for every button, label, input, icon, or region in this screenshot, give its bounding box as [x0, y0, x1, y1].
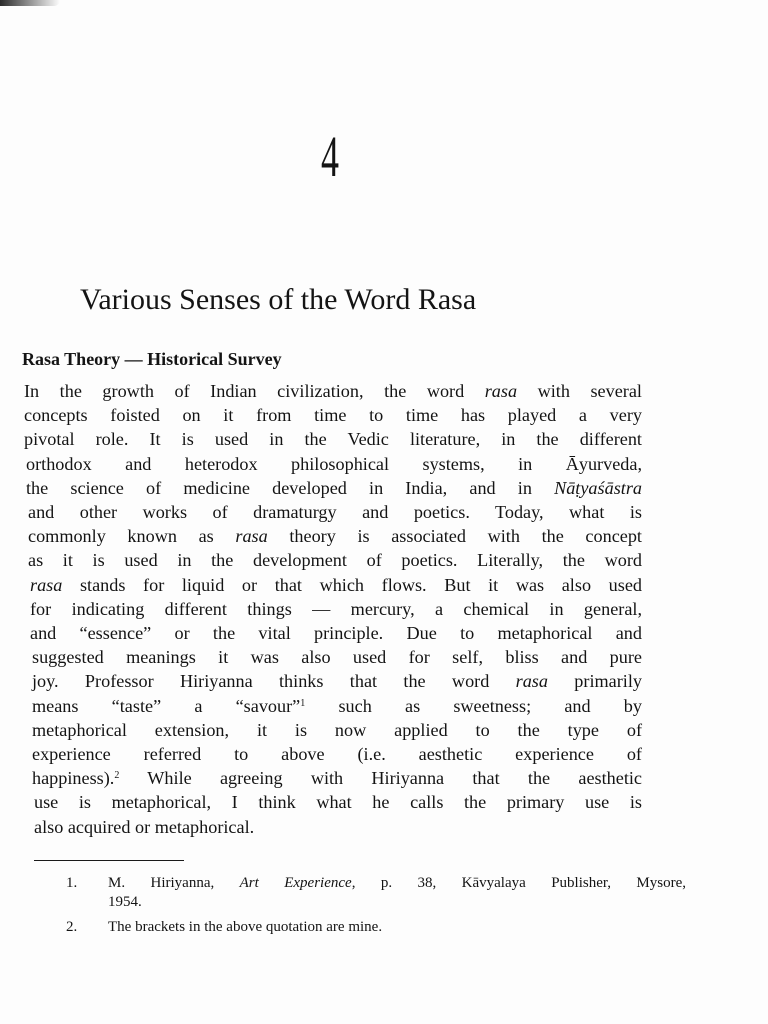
text-run: means “taste” a “savour” [32, 695, 301, 716]
text-run: also acquired or metaphorical. [34, 816, 255, 837]
text-run: pivotal role. It is used in the Vedic literature, in the different [24, 429, 642, 450]
text-run: as it is used in the development of poetics. Literally, the word [28, 550, 642, 571]
text-run: orthodox and heterodox philosophical systems, in Āyurveda, [26, 453, 642, 474]
text-run: happiness). [32, 768, 115, 789]
paragraph-line [24, 403, 642, 427]
text-run: , p. 38, Kāvyalaya Publisher, Mysore, [351, 875, 687, 891]
italic-term: rasa [30, 574, 63, 595]
text-run: experience referred to above (i.e. aesthetic experience of [32, 744, 642, 764]
paragraph-line [34, 815, 254, 839]
paragraph-line [32, 645, 642, 669]
paragraph-line [26, 476, 642, 500]
text-run: While agreeing with Hiriyanna that the aesthetic [119, 768, 642, 789]
paragraph-line [32, 718, 642, 742]
text-run: for indicating different things — mercury, a chemical in general, [30, 598, 642, 619]
footnote-number: 1. [66, 875, 78, 891]
italic-term: Art Experience [239, 875, 352, 891]
footnote-marker: 1 [300, 697, 306, 709]
section-heading: Rasa Theory — Historical Survey [22, 349, 282, 369]
paragraph-line [30, 621, 642, 645]
text-run: In the growth of Indian civilization, the word [24, 381, 485, 401]
footnote-number: 2. [66, 919, 78, 935]
chapter-number: 4 [321, 124, 339, 189]
footnote-line [108, 874, 686, 893]
text-run: the science of medicine developed in India, and in [26, 477, 555, 498]
paragraph-line [28, 548, 642, 572]
footnote-line [108, 918, 382, 937]
text-run: suggested meanings it was also used for self, bliss and pure [32, 647, 642, 668]
text-run: use is metaphorical, I think what he calls the primary use is [34, 792, 642, 813]
text-run: and other works of dramaturgy and poetics. Today, what is [28, 502, 642, 522]
text-run: concepts foisted on it from time to time has played a very [24, 405, 642, 426]
paragraph-line [30, 597, 642, 621]
paragraph-line [32, 694, 642, 718]
text-run: M. Hiriyanna, [108, 875, 240, 891]
paragraph-line [26, 452, 642, 476]
paragraph-line [34, 790, 642, 814]
footnote-line [108, 893, 142, 912]
text-run: joy. Professor Hiriyanna thinks that the word [32, 671, 516, 692]
paragraph-line [32, 766, 642, 790]
text-run: stands for liquid or that which flows. But it was also used [62, 574, 642, 595]
paragraph-line [24, 379, 642, 403]
text-run: and “essence” or the vital principle. Due to metaphorical and [30, 623, 642, 643]
paragraph-line [28, 524, 642, 548]
chapter-title: Various Senses of the Word Rasa [80, 283, 477, 316]
paragraph-line [30, 573, 642, 597]
text-run: with several [517, 381, 642, 401]
text-run: theory is associated with the concept [267, 526, 642, 547]
text-run: primarily [547, 671, 642, 692]
text-run: commonly known as [28, 526, 236, 547]
text-run: The brackets in the above quotation are mine. [108, 919, 383, 935]
paragraph-line [32, 669, 642, 693]
italic-term: rasa [235, 526, 268, 547]
scan-corner-shadow [0, 0, 60, 6]
text-run: metaphorical extension, it is now applied to the type of [32, 719, 642, 740]
paragraph-line [32, 742, 642, 766]
footnote-marker: 2 [114, 770, 120, 782]
paragraph-line [28, 500, 642, 524]
footnote-divider [34, 860, 184, 861]
text-run: such as sweetness; and by [305, 695, 642, 716]
text-run: 1954. [108, 894, 142, 910]
paragraph-line [24, 427, 642, 451]
italic-term: rasa [484, 381, 518, 401]
italic-term: Nāṭyaśāstra [554, 477, 642, 498]
italic-term: rasa [515, 671, 548, 692]
